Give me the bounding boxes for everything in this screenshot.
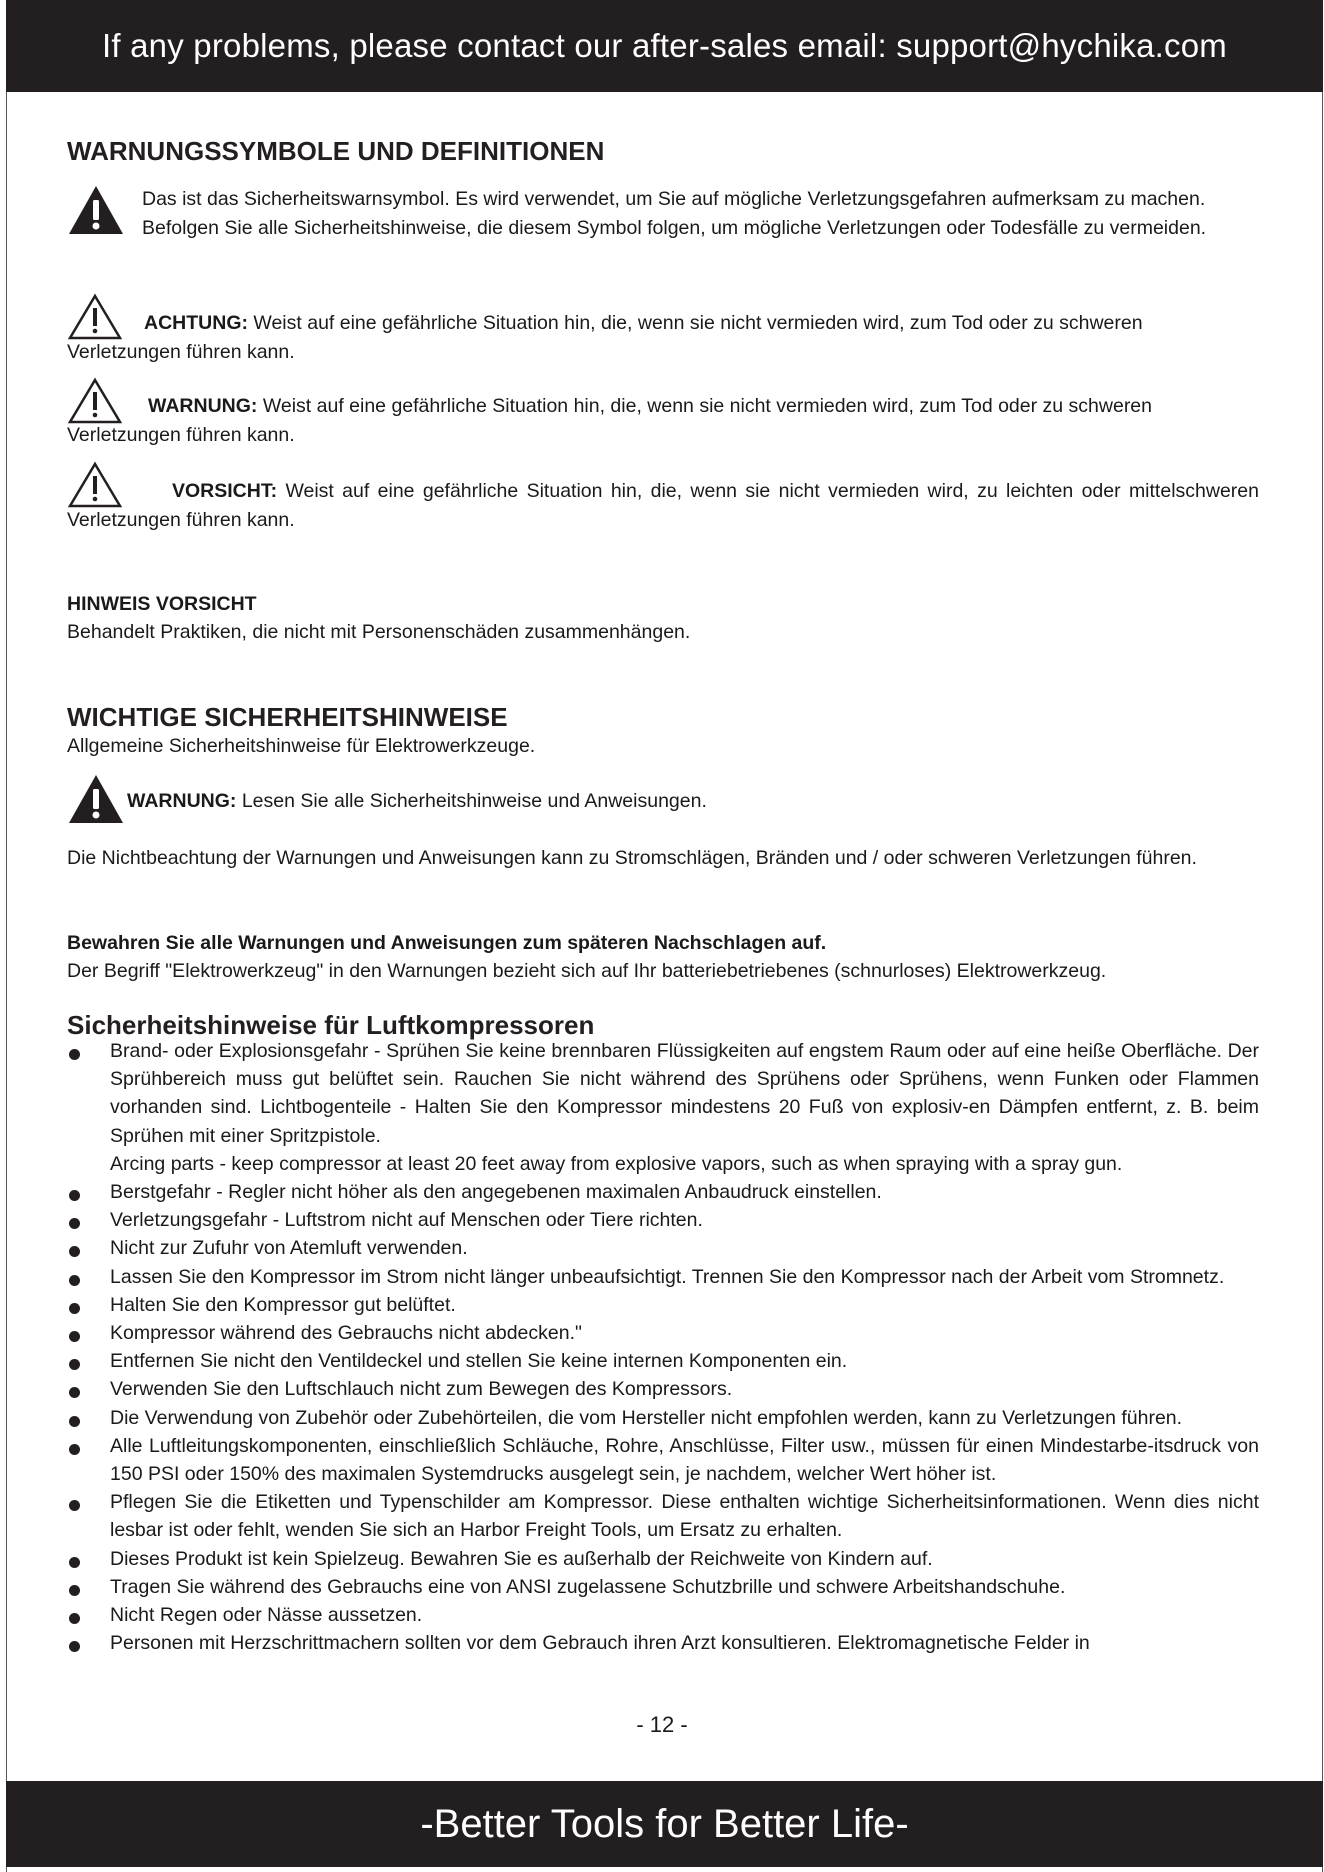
list-item: Personen mit Herzschrittmachern sollten vor dem Gebrauch ihren Arzt konsultieren. Elektromagnetische Felder in	[67, 1629, 1259, 1657]
achtung-definition	[67, 309, 1259, 366]
warnung-label: WARNUNG:	[148, 395, 258, 417]
noncompliance-paragraph: Die Nichtbeachtung der Warnungen und Anweisungen kann zu Stromschlägen, Bränden und / oder schweren Verletzungen führen.	[67, 847, 1197, 869]
bullet-icon	[69, 1641, 80, 1652]
arcing-english-note: Arcing parts - keep compressor at least 20 feet away from explosive vapors, such as when spraying with a spray gun.	[110, 1152, 1123, 1175]
bullet-icon	[69, 1359, 80, 1370]
section-subtitle-power-tools: Allgemeine Sicherheitshinweise für Elektrowerkzeuge.	[67, 735, 536, 757]
warnung-label: WARNUNG:	[127, 790, 237, 812]
bullet-icon	[69, 1049, 80, 1060]
bullet-icon	[69, 1218, 80, 1229]
bullet-icon	[69, 1275, 80, 1286]
bullet-icon	[69, 1246, 80, 1257]
bullet-icon	[69, 1557, 80, 1568]
warnung-read-text: Lesen Sie alle Sicherheitshinweise und Anweisungen.	[236, 790, 707, 812]
footer-slogan: -Better Tools for Better Life-	[420, 1801, 909, 1846]
bullet-icon	[69, 1303, 80, 1314]
page-number: - 12 -	[636, 1712, 688, 1737]
header-banner	[6, 0, 1323, 92]
vorsicht-text: Weist auf eine gefährliche Situation hin, die, wenn sie nicht vermieden wird, zu leichten oder mittelschweren Verletzungen führen kann.	[67, 480, 1259, 531]
footer-banner	[6, 1781, 1323, 1867]
safety-symbol-description: Das ist das Sicherheitswarnsymbol. Es wird verwendet, um Sie auf mögliche Verletzungsgefahren aufmerksam zu machen. Befolgen Sie alle Sicherheitshinweise, die diesem Symbol folgen, um mögliche Verletzungen oder Todesfälle zu vermeiden.	[142, 188, 1207, 239]
warnung-text: Weist auf eine gefährliche Situation hin, die, wenn sie nicht vermieden wird, zum Tod oder zu schweren Verletzungen führen kann.	[67, 395, 1152, 446]
list-item: Lassen Sie den Kompressor im Strom nicht länger unbeaufsichtigt. Trennen Sie den Kompressor nach der Arbeit vom Stromnetz.	[67, 1263, 1259, 1291]
list-item: Nicht zur Zufuhr von Atemluft verwenden.	[67, 1234, 1259, 1262]
bullet-icon	[69, 1331, 80, 1342]
bullet-icon	[69, 1613, 80, 1624]
power-tool-term-definition: Der Begriff "Elektrowerkzeug" in den Warnungen bezieht sich auf Ihr batteriebetriebenes (schnurloses) Elektrowerkzeug.	[67, 960, 1107, 982]
section-title-important-safety: WICHTIGE SICHERHEITSHINWEISE	[67, 702, 508, 732]
list-item: Alle Luftleitungskomponenten, einschließlich Schläuche, Rohre, Anschlüsse, Filter usw., müssen für einen Mindestarbe-itsdruck von 150 PSI oder 150% des maximalen Systemdrucks ausgelegt sein, je nachdem, welcher Wert höher ist.	[67, 1432, 1259, 1488]
notice-title: HINWEIS VORSICHT	[67, 593, 257, 615]
list-item: Die Verwendung von Zubehör oder Zubehörteilen, die vom Hersteller nicht empfohlen werden, kann zu Verletzungen führen.	[67, 1404, 1259, 1432]
list-item: Entfernen Sie nicht den Ventildeckel und stellen Sie keine internen Komponenten ein.	[67, 1347, 1259, 1375]
section-title-air-compressor: Sicherheitshinweise für Luftkompressoren	[67, 1010, 595, 1040]
achtung-text: Weist auf eine gefährliche Situation hin, die, wenn sie nicht vermieden wird, zum Tod oder zu schweren Verletzungen führen kann.	[67, 312, 1143, 363]
list-item: Verwenden Sie den Luftschlauch nicht zum Bewegen des Kompressors.	[67, 1375, 1259, 1403]
warnung-definition	[67, 392, 1259, 449]
list-item: Halten Sie den Kompressor gut belüftet.	[67, 1291, 1259, 1319]
compressor-safety-list	[67, 1037, 1259, 1657]
safety-alert-solid-icon	[67, 773, 125, 825]
list-item: Brand- oder Explosionsgefahr - Sprühen Sie keine brennbaren Flüssigkeiten auf engstem Raum oder auf eine heiße Oberfläche. Der Sprühbereich muss gut belüftet sein. Rauchen Sie nicht während des Sprühens oder Sprühens, wenn Funken oder Flammen vorhanden sind. Lichtbogenteile - Halten Sie den Kompressor mindestens 20 Fuß von explosiv-en Dämpfen entfernt, z. B. beim Sprühen mit einer Spritzpistole. Arcing parts - keep compressor at least 20 feet away from explosive vapors, such as when spraying with a spray gun.	[67, 1037, 1259, 1178]
list-item: Nicht Regen oder Nässe aussetzen.	[67, 1601, 1259, 1629]
vorsicht-label: VORSICHT:	[172, 480, 278, 502]
bullet-icon	[69, 1500, 80, 1511]
header-contact-text: If any problems, please contact our after-sales email: support@hychika.com	[102, 27, 1227, 64]
list-item: Berstgefahr - Regler nicht höher als den angegebenen maximalen Anbaudruck einstellen.	[67, 1178, 1259, 1206]
bullet-icon	[69, 1585, 80, 1596]
list-item: Pflegen Sie die Etiketten und Typenschilder am Kompressor. Diese enthalten wichtige Sicherheitsinformationen. Wenn dies nicht lesbar ist oder fehlt, wenden Sie sich an Harbor Freight Tools, um Ersatz zu erhalten.	[67, 1488, 1259, 1544]
bullet-icon	[69, 1416, 80, 1427]
bullet-icon	[69, 1190, 80, 1201]
vorsicht-definition	[67, 477, 1259, 534]
warnung-read-instructions	[127, 787, 707, 816]
section-title-warning-symbols: WARNUNGSSYMBOLE UND DEFINITIONEN	[67, 136, 605, 166]
bullet-icon	[69, 1387, 80, 1398]
notice-text: Behandelt Praktiken, die nicht mit Personenschäden zusammenhängen.	[67, 621, 691, 643]
list-item: Tragen Sie während des Gebrauchs eine von ANSI zugelassene Schutzbrille und schwere Arbeitshandschuhe.	[67, 1573, 1259, 1601]
achtung-label: ACHTUNG:	[144, 312, 248, 334]
safety-alert-solid-icon	[67, 184, 125, 236]
list-item: Verletzungsgefahr - Luftstrom nicht auf Menschen oder Tiere richten.	[67, 1206, 1259, 1234]
list-item: Kompressor während des Gebrauchs nicht abdecken."	[67, 1319, 1259, 1347]
list-item: Dieses Produkt ist kein Spielzeug. Bewahren Sie es außerhalb der Reichweite von Kindern auf.	[67, 1545, 1259, 1573]
bullet-icon	[69, 1444, 80, 1455]
keep-instructions-notice: Bewahren Sie alle Warnungen und Anweisungen zum späteren Nachschlagen auf.	[67, 932, 827, 954]
